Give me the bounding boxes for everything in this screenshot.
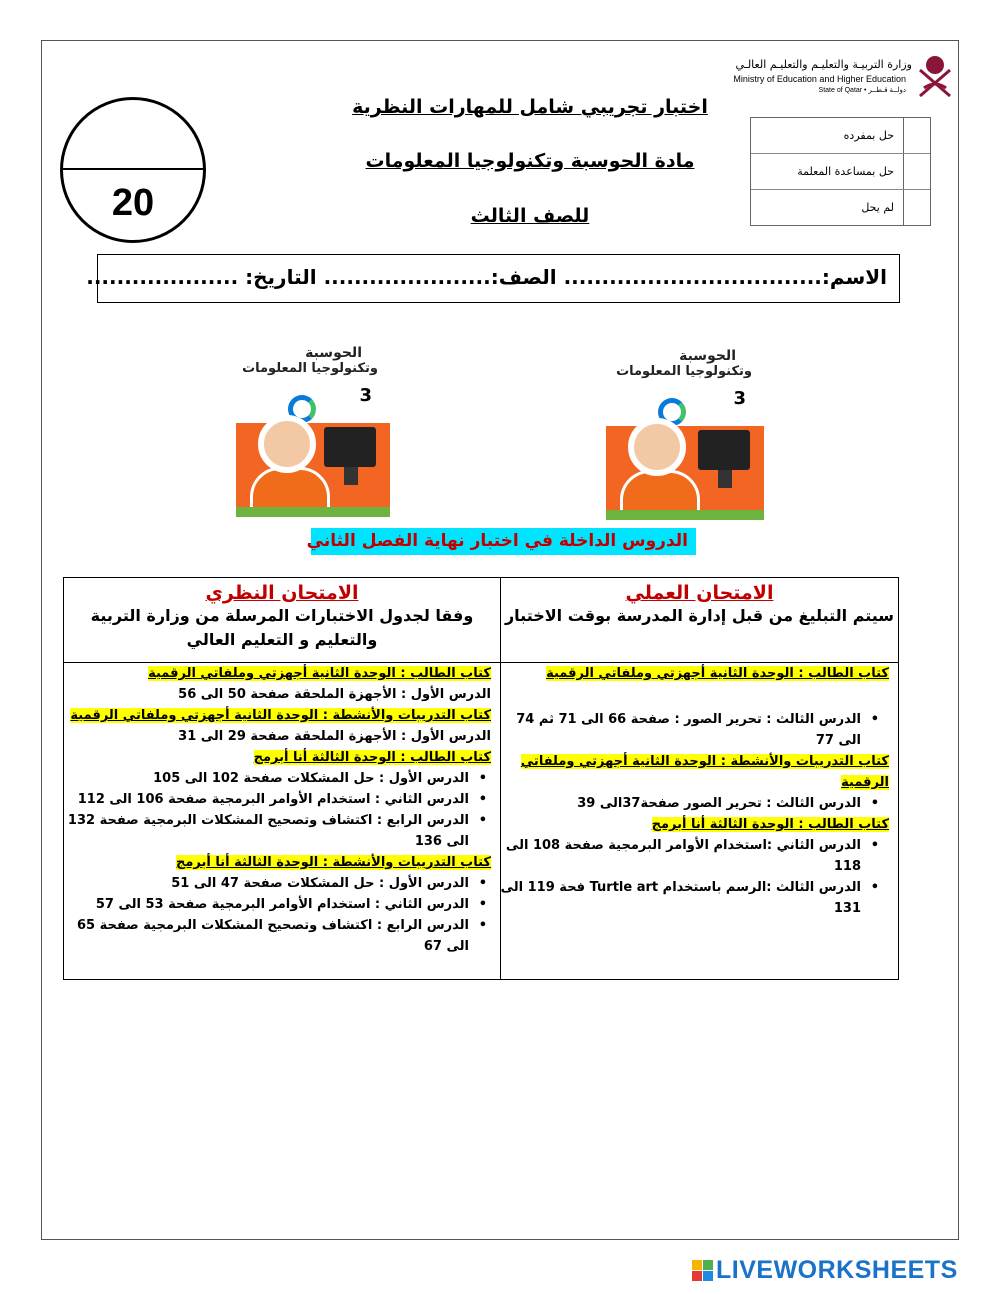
status-checkbox[interactable] bbox=[903, 190, 904, 226]
activity-book-cover bbox=[236, 327, 390, 517]
student-info-box[interactable] bbox=[86, 254, 900, 303]
lesson-line: • الدرس الأول : حل المشكلات صفحة 47 الى 51 bbox=[171, 876, 491, 891]
lessons-banner-text: الدروس الداخلة في اختبار نهاية الفصل الثاني bbox=[306, 531, 688, 551]
lessons-banner bbox=[306, 528, 696, 555]
practical-heading: الامتحان العملي bbox=[625, 582, 774, 604]
lesson-line-continued: الى 67 bbox=[423, 939, 469, 954]
score-circle bbox=[60, 97, 206, 243]
status-row bbox=[751, 118, 930, 154]
lesson-line: • الدرس الثاني :استخدام الأوامر البرمجية صفحة 108 الى bbox=[506, 838, 883, 853]
total-score: 20 bbox=[111, 182, 155, 224]
book-heading: كتاب التدريبات والأنشطة : الوحدة الثالثة أنا أبرمج bbox=[175, 855, 491, 870]
status-label: حل بمفرده bbox=[843, 129, 894, 142]
ministry-name-arabic: وزارة التربيـة والتعليـم والتعليـم العالـي bbox=[735, 58, 912, 71]
liveworksheets-logo[interactable] bbox=[692, 1256, 992, 1286]
book-grade: 3 bbox=[733, 388, 746, 409]
monitor-icon bbox=[698, 430, 750, 470]
lesson-line: • الدرس الأول : حل المشكلات صفحة 102 الى 105 bbox=[153, 771, 491, 786]
book-heading: كتاب التدريبات والأنشطة : الوحدة الثانية أجهزتي وملفاتي الرقمية bbox=[70, 708, 491, 723]
book-heading: كتاب الطالب : الوحدة الثانية أجهزتي وملفاتي الرقمية bbox=[546, 666, 889, 681]
book-heading: كتاب الطالب : الوحدة الثانية أجهزتي وملفاتي الرقمية bbox=[148, 666, 491, 681]
exam-title: اختبار تجريبي شامل للمهارات النظرية bbox=[352, 96, 708, 118]
lesson-line-continued: الى 77 bbox=[815, 733, 861, 748]
liveworksheets-wordmark: LIVEWORKSHEETS bbox=[716, 1256, 958, 1284]
theory-subheading: وفقا لجدول الاختبارات المرسلة من وزارة التربية bbox=[90, 606, 474, 625]
book-title-line1: الحوسبة bbox=[679, 348, 736, 364]
lesson-line-continued: الى 136 bbox=[414, 834, 469, 849]
score-divider bbox=[63, 168, 203, 170]
status-checkbox[interactable] bbox=[903, 154, 904, 189]
practical-header bbox=[501, 582, 898, 628]
theory-heading: الامتحان النظري bbox=[205, 582, 359, 604]
state-line: State of Qatar • دولــة قـطــر bbox=[818, 87, 906, 94]
status-row bbox=[751, 154, 930, 190]
lesson-line: • الدرس الثالث : تحرير الصور صفحة37الى 39 bbox=[577, 796, 883, 811]
lesson-line: • الدرس الثاني : استخدام الأوامر البرمجية صفحة 106 الى 112 bbox=[78, 792, 491, 807]
theory-header bbox=[64, 582, 500, 652]
lesson-line: الدرس الأول : الأجهزة الملحقة صفحة 50 الى 56 bbox=[178, 687, 491, 702]
student-info-line: الاسم:.................................. الصف:...................... التاريخ: .................... bbox=[86, 265, 887, 289]
ministry-logo bbox=[728, 52, 954, 106]
lesson-line: • الدرس الرابع : اكتشاف وتصحيح المشكلات البرمجية صفحة 132 bbox=[68, 813, 491, 828]
lesson-line-continued: 118 bbox=[833, 859, 861, 874]
lesson-line: • الدرس الثاني : استخدام الأوامر البرمجية صفحة 53 الى 57 bbox=[96, 897, 491, 912]
liveworksheets-blocks-icon bbox=[692, 1260, 714, 1282]
subject-title: مادة الحوسبة وتكنولوجيا المعلومات bbox=[365, 150, 695, 172]
lesson-line: الدرس الأول : الأجهزة الملحقة صفحة 29 الى 31 bbox=[178, 729, 491, 744]
student-illustration bbox=[258, 415, 316, 473]
practical-subheading: سيتم التبليغ من قبل إدارة المدرسة بوقت الاختبار bbox=[504, 606, 895, 625]
practical-content bbox=[500, 666, 889, 976]
qatar-emblem-icon bbox=[916, 52, 954, 102]
book-heading: كتاب التدريبات والأنشطة : الوحدة الثانية أجهزتي وملفاتي bbox=[520, 754, 889, 769]
book-grade: 3 bbox=[359, 385, 372, 406]
status-row bbox=[751, 190, 930, 226]
status-label: لم يحل bbox=[861, 201, 894, 214]
student-book-cover bbox=[606, 330, 764, 520]
theory-subheading: والتعليم و التعليم العالي bbox=[186, 630, 378, 649]
book-title-line2: وتكنولوجيا المعلومات bbox=[616, 364, 752, 379]
lessons-table bbox=[63, 577, 899, 980]
lesson-line: • الدرس الثالث : تحرير الصور : صفحة 66 الى 71 ثم 74 bbox=[516, 712, 883, 727]
status-table bbox=[750, 117, 931, 226]
lesson-line: • الدرس الثالث :الرسم باستخدام Turtle art فحة 119 الى bbox=[501, 880, 883, 895]
status-checkbox[interactable] bbox=[903, 118, 904, 153]
monitor-icon bbox=[324, 427, 376, 467]
book-heading: كتاب الطالب : الوحدة الثالثة أنا أبرمج bbox=[651, 817, 889, 832]
book-heading-continued: الرقمية bbox=[841, 775, 889, 790]
student-illustration bbox=[628, 418, 686, 476]
theory-content bbox=[64, 666, 491, 976]
book-title-line1: الحوسبة bbox=[305, 345, 362, 361]
lesson-line: • الدرس الرابع : اكتشاف وتصحيح المشكلات البرمجية صفحة 65 bbox=[77, 918, 491, 933]
ministry-name-english: Ministry of Education and Higher Education bbox=[733, 74, 906, 84]
book-title-line2: وتكنولوجيا المعلومات bbox=[242, 361, 378, 376]
status-label: حل بمساعدة المعلمة bbox=[797, 165, 894, 178]
lesson-line-continued: 131 bbox=[833, 901, 861, 916]
book-heading: كتاب الطالب : الوحدة الثالثة أنا أبرمج bbox=[253, 750, 491, 765]
grade-title: للصف الثالث bbox=[470, 205, 590, 227]
